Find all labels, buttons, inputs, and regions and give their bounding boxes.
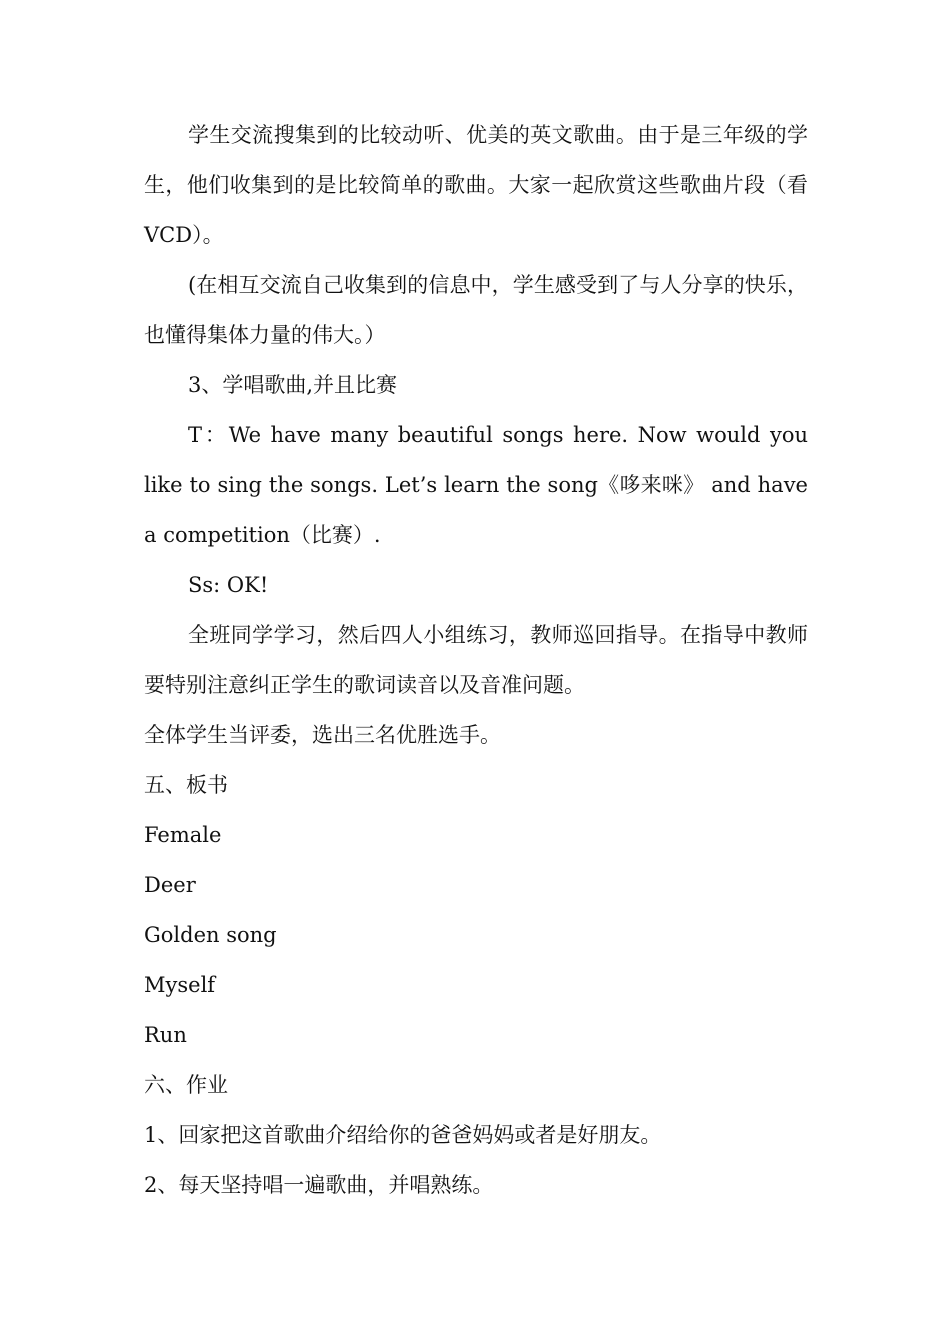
paragraph-teacher-dialogue: T：We have many beautiful songs here. Now would you like to sing the songs. Let’s learn the song《哆来咪》 and have a competition（比赛）. xyxy=(144,423,808,547)
board-item-myself: Myself xyxy=(144,973,216,997)
paragraph-song-exchange: 学生交流搜集到的比较动听、优美的英文歌曲。由于是三年级的学生，他们收集到的是比较简单的歌曲。大家一起欣赏这些歌曲片段（看 VCD）。 xyxy=(144,123,808,247)
section-learn-song: 3、学唱歌曲,并且比赛 xyxy=(188,373,398,397)
board-item-female: Female xyxy=(144,823,222,847)
board-item-deer: Deer xyxy=(144,873,196,897)
paragraph-practice: 全班同学学习，然后四人小组练习，教师巡回指导。在指导中教师要特别注意纠正学生的歌词读音以及音准问题。 xyxy=(144,623,808,697)
paragraph-students-reply: Ss: OK! xyxy=(188,573,269,597)
document-page xyxy=(144,110,808,1210)
homework-item-1: 1、回家把这首歌曲介绍给你的爸爸妈妈或者是好朋友。 xyxy=(144,1123,662,1147)
board-item-run: Run xyxy=(144,1023,187,1047)
board-heading: 五、板书 xyxy=(144,773,228,797)
homework-item-2: 2、每天坚持唱一遍歌曲，并唱熟练。 xyxy=(144,1173,494,1197)
paragraph-judges: 全体学生当评委，选出三名优胜选手。 xyxy=(144,723,501,747)
homework-heading: 六、作业 xyxy=(144,1073,228,1097)
board-item-golden-song: Golden song xyxy=(144,923,277,947)
paragraph-sharing-note: (在相互交流自己收集到的信息中，学生感受到了与人分享的快乐，也懂得集体力量的伟大。） xyxy=(144,273,808,347)
